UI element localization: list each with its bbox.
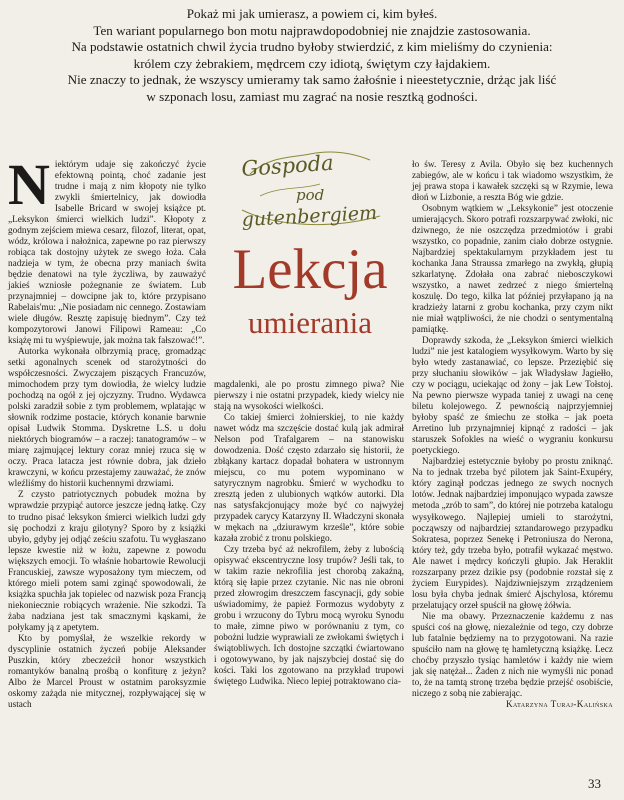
paragraph: Co takiej śmierci żołnierskiej, to nie każdy nawet wódz ma szczęście dostać kulą jak admirał Nelson pod Trafalgarem – na stanowisku dowodzenia. Dość często zdarzało się historii, że zbłąkany kartacz dopadał bohatera w ustronnym miejscu, co mu potem wypominano w satyrycznym nagrobku. Śmierć w wychodku to zresztą jeden z ulubionych wątków autorki. Dla nas satysfakcjonujący może być co najwyżej przypadek carycy Katarzyny II. Władczyni skonała w mękach na „dziurawym krześle”, które sobie kazała zrobić z tronu polskiego. (214, 413, 404, 545)
lead-line: w szponach losu, zamiast mu zagrać na nosie resztką godności. (146, 88, 478, 104)
lead-line: Na podstawie ostatnich chwil życia trudno byłoby stwierdzić, z kim mieliśmy do czynienia: (71, 39, 553, 55)
article-column-1 (8, 152, 206, 711)
ornament-line-1: Gospoda (240, 150, 335, 181)
paragraph: Doprawdy szkoda, że „Leksykon śmierci wielkich ludzi” nie jest katalogiem wysyłkowym. Warto by się było wtedy zastanawiać, co lepsze. Przeziębić się przy słuchaniu słowików – jak Władysław Jagiełło, czy w pociągu, uciekając od żony – jak Lew Tołstoj. Na pewno pierwsze wypada taniej z uwagi na cenę biletu kolejowego. Z pewnością najprzyjemniej byłoby spaść ze śmiechu ze stołka – jak poeta Arretino lub przynajmniej kipnąć z radości – jak staruszek Sofokles na wieść o wygraniu konkursu poetyckiego. (412, 336, 613, 457)
lead-line: Nie znaczy to jednak, że wszyscy umieramy tak samo żałośnie i nieestetycznie, drżąc jak liść (67, 72, 557, 88)
ornament-line-2: pod (296, 186, 325, 204)
lead-line: królem czy żebrakiem, mędrcem czy idiotą, świętym czy łajdakiem. (133, 55, 491, 71)
title-block (214, 142, 406, 376)
article-title: Lekcja (232, 238, 388, 301)
article-subtitle: umierania (248, 305, 372, 340)
paragraph: magdalenki, ale po prostu zimnego piwa? Nie pierwszy i nie ostatni przypadek, kiedy wielcy nie stają na wysokości wielkości. (214, 380, 404, 413)
page-number: 33 (588, 776, 601, 791)
paragraph: ło św. Teresy z Avila. Obyło się bez kuchennych zabiegów, ale w końcu i tak wiadomo wszystkim, że jej prawa stopa i kawałek szczęki są w Rzymie, lewa dłoń w Lizbonie, a reszta Bóg wie gdzie. (412, 160, 613, 204)
paragraph: Najbardziej estetycznie byłoby po prostu zniknąć. Na to jednak trzeba być pilotem jak Saint-Exupéry, który zaginął podczas jednego ze swych nocnych lotów. Jednak najbardziej imponująco wypada zawsze metoda „zrób to sam”, do której nie potrzeba katalogu wysyłkowego. Najlepiej umieli to starożytni, począwszy od najbardziej sztandarowego przypadku Sokratesa, poprzez Senekę i Petroniusza do Nerona, który też, gdy trzeba było, potrafił wykazać męstwo. Ale nawet i mędrcy kończyli głupio. Jak Heraklit rozszarpany przez dzikie psy (podobnie rozstał się z życiem Eurypides). Najdziwniejszym zrządzeniem losu była chyba jednak śmierć Ajschylosa, któremu przelatujący orzeł spuścił na głowę żółwia. (412, 457, 613, 611)
author-signature: Katarzyna Turaj-Kalińska (505, 699, 613, 710)
paragraph: Osobnym wątkiem w „Leksykonie” jest otoczenie umierających. Skoro potrafi rozszarpywać zwłoki, nic dziwnego, że nie oszczędza przedmiotów i grabi wszystko, co popadnie, zanim ciało dobrze ostygnie. Najbardziej spektakularnym przykładem jest tu kochanka Jana Straussa zmarłego na zwykłą, głupią szkarlatynę. Zdołała ona zabrać niebosczykowi wszystko, a nawet zedrzeć z niego śmiertelną koszulę. Do tego, kilka lat później przyłapano ją na kradzieży latarni z grobu kochanka, przy czym nikt nie miał wątpliwości, że nie chodzi o sentymentalną pamiątkę. (412, 204, 613, 336)
article-column-2 (214, 380, 404, 688)
drop-cap: N (8, 152, 50, 217)
column-logo-ornament (220, 146, 400, 236)
lead-line: Pokaż mi jak umierasz, a powiem ci, kim byłeś. (186, 6, 438, 21)
paragraph: Autorka wykonała olbrzymią pracę, gromadząc setki agonalnych scenek od starożytności do współczesności. Zwyczajem piszących Francuzów, mimochodem przy tym dowiodła, że wielcy ludzie pochodzą na ogół z jej ojczyzny. Trudno. Wydawca polski zaradził sobie z tym problemem, wplatając w słownik rodzime postacie, których konanie barwnie opisał Ludwik Stomma. Dyskretne L.S. u dołu niektórych biogramów – a raczej: tanatogramów – w miarę zajmującej lektury coraz mniej rzuca się w oczy. Praca latacza jest równie dobra, jak dzieło krawczyni, w końcu przestajemy zauważać, że znów wleźliśmy do historii kuchennymi drzwiami. (8, 347, 206, 490)
ornament-line-3: gutenbergiem (241, 201, 378, 231)
paragraph: Czy trzeba być aż nekrofilem, żeby z lubością opisywać ekscentryczne losy trupów? Jeśli tak, to w takim razie nekrofilia jest chorobą zakaźną, którą się łapie przez czytanie. Nic nas nie obroni przed złowrogim dreszczem fascynacji, gdy sobie uświadomimy, że papież Formozus wydobyty z grobu i wrzucony do Tybru mocą wyroku Synodu to małe, zimne piwo w porównaniu z tym, co pobożni ludzie wyprawiali ze zwłokami świętych i świątobliwych. Ich dostojne szczątki ćwiartowano i ogotowywano, by jak najszybciej dostać się do kości. Taki los zgotowano na przykład trupowi świętego Ludwika. Nieco lepiej potraktowano cia- (214, 545, 404, 688)
lead-line: Ten wariant popularnego bon motu najprawdopodobniej nie znajdzie zastosowania. (93, 22, 531, 38)
article-column-3 (412, 160, 613, 711)
paragraph: Z czysto patriotycznych pobudek można by wprawdzie przypiąć autorce jeszcze jedną łatkę. Czy to trudno pisać leksykon śmierci wielkich ludzi gdy się pochodzi z kraju gilotyny? Sporo by z książki ubyło, gdyby jej odjąć ześciu szafotu. Tu wygłaszano lepsze kwestie niż w łożu, zapewne z powodu większych emocji. To właśnie hobartowie Rewolucji Francuskiej, zawsze wyposażony tym mieczem, od którego mieli potem sami zginąć spowodowali, że książka spuchła jak topielec od nazwisk poza Francją niekoniecznie robiących wrażenie. Nie szkodzi. Ta żaba nadziana jest tak smacznymi kąskami, że połykamy ją z apetytem. (8, 490, 206, 633)
paragraph: Nie ma obawy. Przeznaczenie każdemu z nas spuści coś na głowę, niezależnie od tego, czy dobrze lub fatalnie będziemy na to przygotowani. Na razie spuściło nam na głowę tę hamletyczną książkę. Lecz choćby przyszło tysiąc hamletów i każdy nie wiem jak się natężał... Żaden z nich nie wymyśli nic ponad to, że na tamtą stronę trzeba będzie przejść osobiście, niczego z sobą nie zabierając. (412, 611, 613, 699)
paragraph: Kto by pomyślał, że wszelkie rekordy w dyscyplinie ostatnich życzeń pobije Aleksander Puszkin, który zbeczeźcił honor wszystkich romantyków banalną prośbą o konfiturę z jeżyn? Albo że Marcel Proust w ostatnim paroksyzmie oskomy zażąda nie mitycznej, rozpływającej się w ustach (8, 633, 206, 710)
paragraph: iektórym udaje się zakończyć życie efektowną pointą, choć zadanie jest trudne i mają z nim kłopoty nie tylko zwykli śmiertelnicy, jak dowiodła Isabelle Bricard w swojej książce pt. „Leksykon śmierci wielkich ludzi”. Kłopoty z godnym zejściem miewa cesarz, filozof, literat, opat, wódz, królowa i nałożnica, zapewne po raz pierwszy robiąca tak dostojny użytek ze swego łoża. Cała nadzieja w tym, że obecna przy maniach świta będzie denatowi na tyle życzliwa, by zauważyć jakieś wzniosłe pożegnanie ze światem. Lub przynajmniej – dowcipne jak to, które przypisano Rabelais'mu: „Nie posiadam nic cennego. Zostawiam wiele długów. Resztę zapisuję biednym”. Czy też kompozytorowi Janowi Filipowi Rameau: „Co książę mi tu wyśpiewuje, jak można tak fałszować!”. (8, 160, 206, 347)
lead-paragraph (10, 6, 614, 106)
